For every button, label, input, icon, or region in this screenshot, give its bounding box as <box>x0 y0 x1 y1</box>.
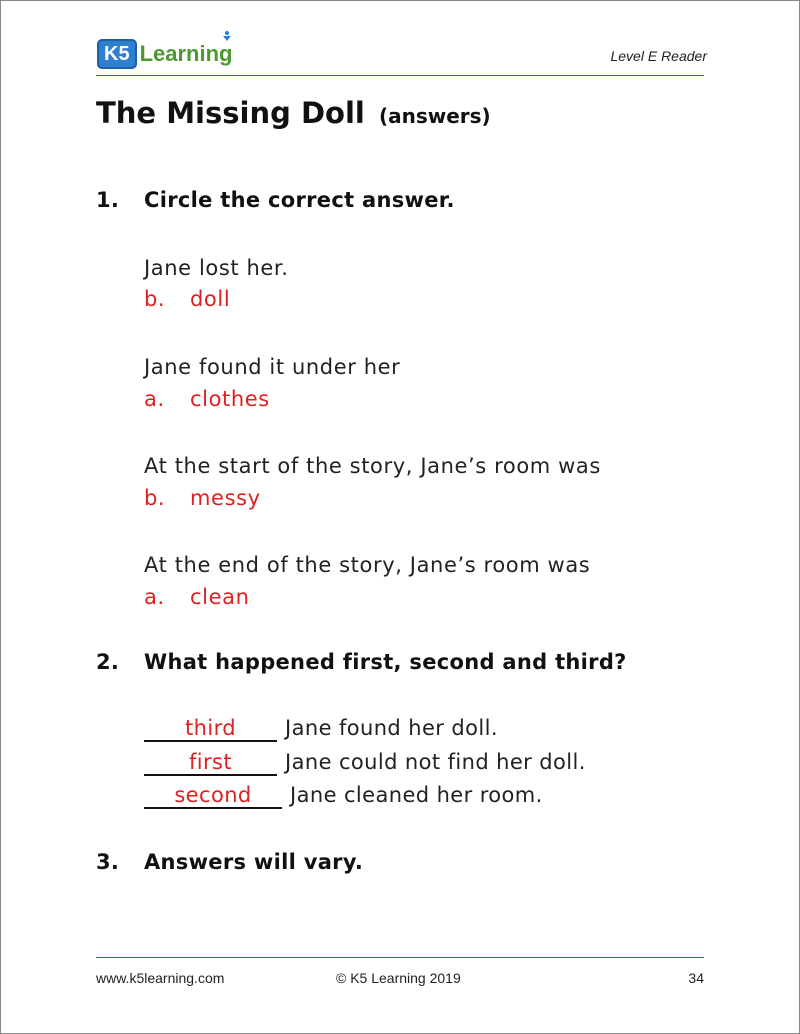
question-1-number: 1. <box>96 188 120 212</box>
k5-learning-logo <box>97 36 232 72</box>
q1-item-3-question: At the start of the story, Jane’s room was <box>144 454 601 478</box>
q1-item-1-letter: b. <box>144 287 166 311</box>
question-3-prompt: Answers will vary. <box>144 850 364 874</box>
footer-website: www.k5learning.com <box>96 970 225 986</box>
level-label: Level E Reader <box>610 48 707 64</box>
q2-item-3 <box>144 783 543 809</box>
question-2-number: 2. <box>96 650 120 674</box>
logo-learning-word <box>140 41 233 67</box>
footer-page-number: 34 <box>688 970 704 986</box>
question-2-heading <box>96 650 627 674</box>
q1-item-4-question: At the end of the story, Jane’s room was <box>144 553 591 577</box>
page-title <box>96 96 491 130</box>
q2-item-2-blank: first <box>144 750 277 776</box>
q2-item-2 <box>144 750 586 776</box>
question-1-heading <box>96 188 455 212</box>
q2-item-3-blank: second <box>144 783 282 809</box>
q1-item-2-letter: a. <box>144 387 165 411</box>
q2-item-3-text: Jane cleaned her room. <box>290 783 543 807</box>
star-figure-icon <box>222 31 232 41</box>
question-3-number: 3. <box>96 850 120 874</box>
title-sub: (answers) <box>378 104 491 128</box>
logo-k5-box: K5 <box>97 39 137 69</box>
question-3-heading <box>96 850 363 874</box>
q1-item-1-question: Jane lost her. <box>144 256 289 280</box>
q2-item-1 <box>144 716 498 742</box>
q2-item-1-text: Jane found her doll. <box>285 716 498 740</box>
q1-item-2-answer <box>144 387 270 411</box>
q1-item-2-question: Jane found it under her <box>144 355 401 379</box>
q1-item-2-answer-text: clothes <box>190 387 270 411</box>
question-1-prompt: Circle the correct answer. <box>144 188 455 212</box>
q1-item-4-letter: a. <box>144 585 165 609</box>
q1-item-3-letter: b. <box>144 486 166 510</box>
q1-item-4-answer <box>144 585 249 609</box>
q2-item-1-blank: third <box>144 716 277 742</box>
question-2-prompt: What happened first, second and third? <box>144 650 627 674</box>
logo-learning-text: Learning <box>139 41 233 66</box>
q1-item-1-answer <box>144 287 230 311</box>
q1-item-3-answer-text: messy <box>190 486 261 510</box>
header-divider <box>96 75 704 76</box>
title-main: The Missing Doll <box>96 96 365 130</box>
q1-item-3-answer <box>144 486 261 510</box>
q1-item-1-answer-text: doll <box>190 287 231 311</box>
q1-item-4-answer-text: clean <box>190 585 250 609</box>
footer-divider <box>96 957 704 958</box>
footer-copyright: © K5 Learning 2019 <box>336 970 461 986</box>
q2-item-2-text: Jane could not find her doll. <box>285 750 586 774</box>
